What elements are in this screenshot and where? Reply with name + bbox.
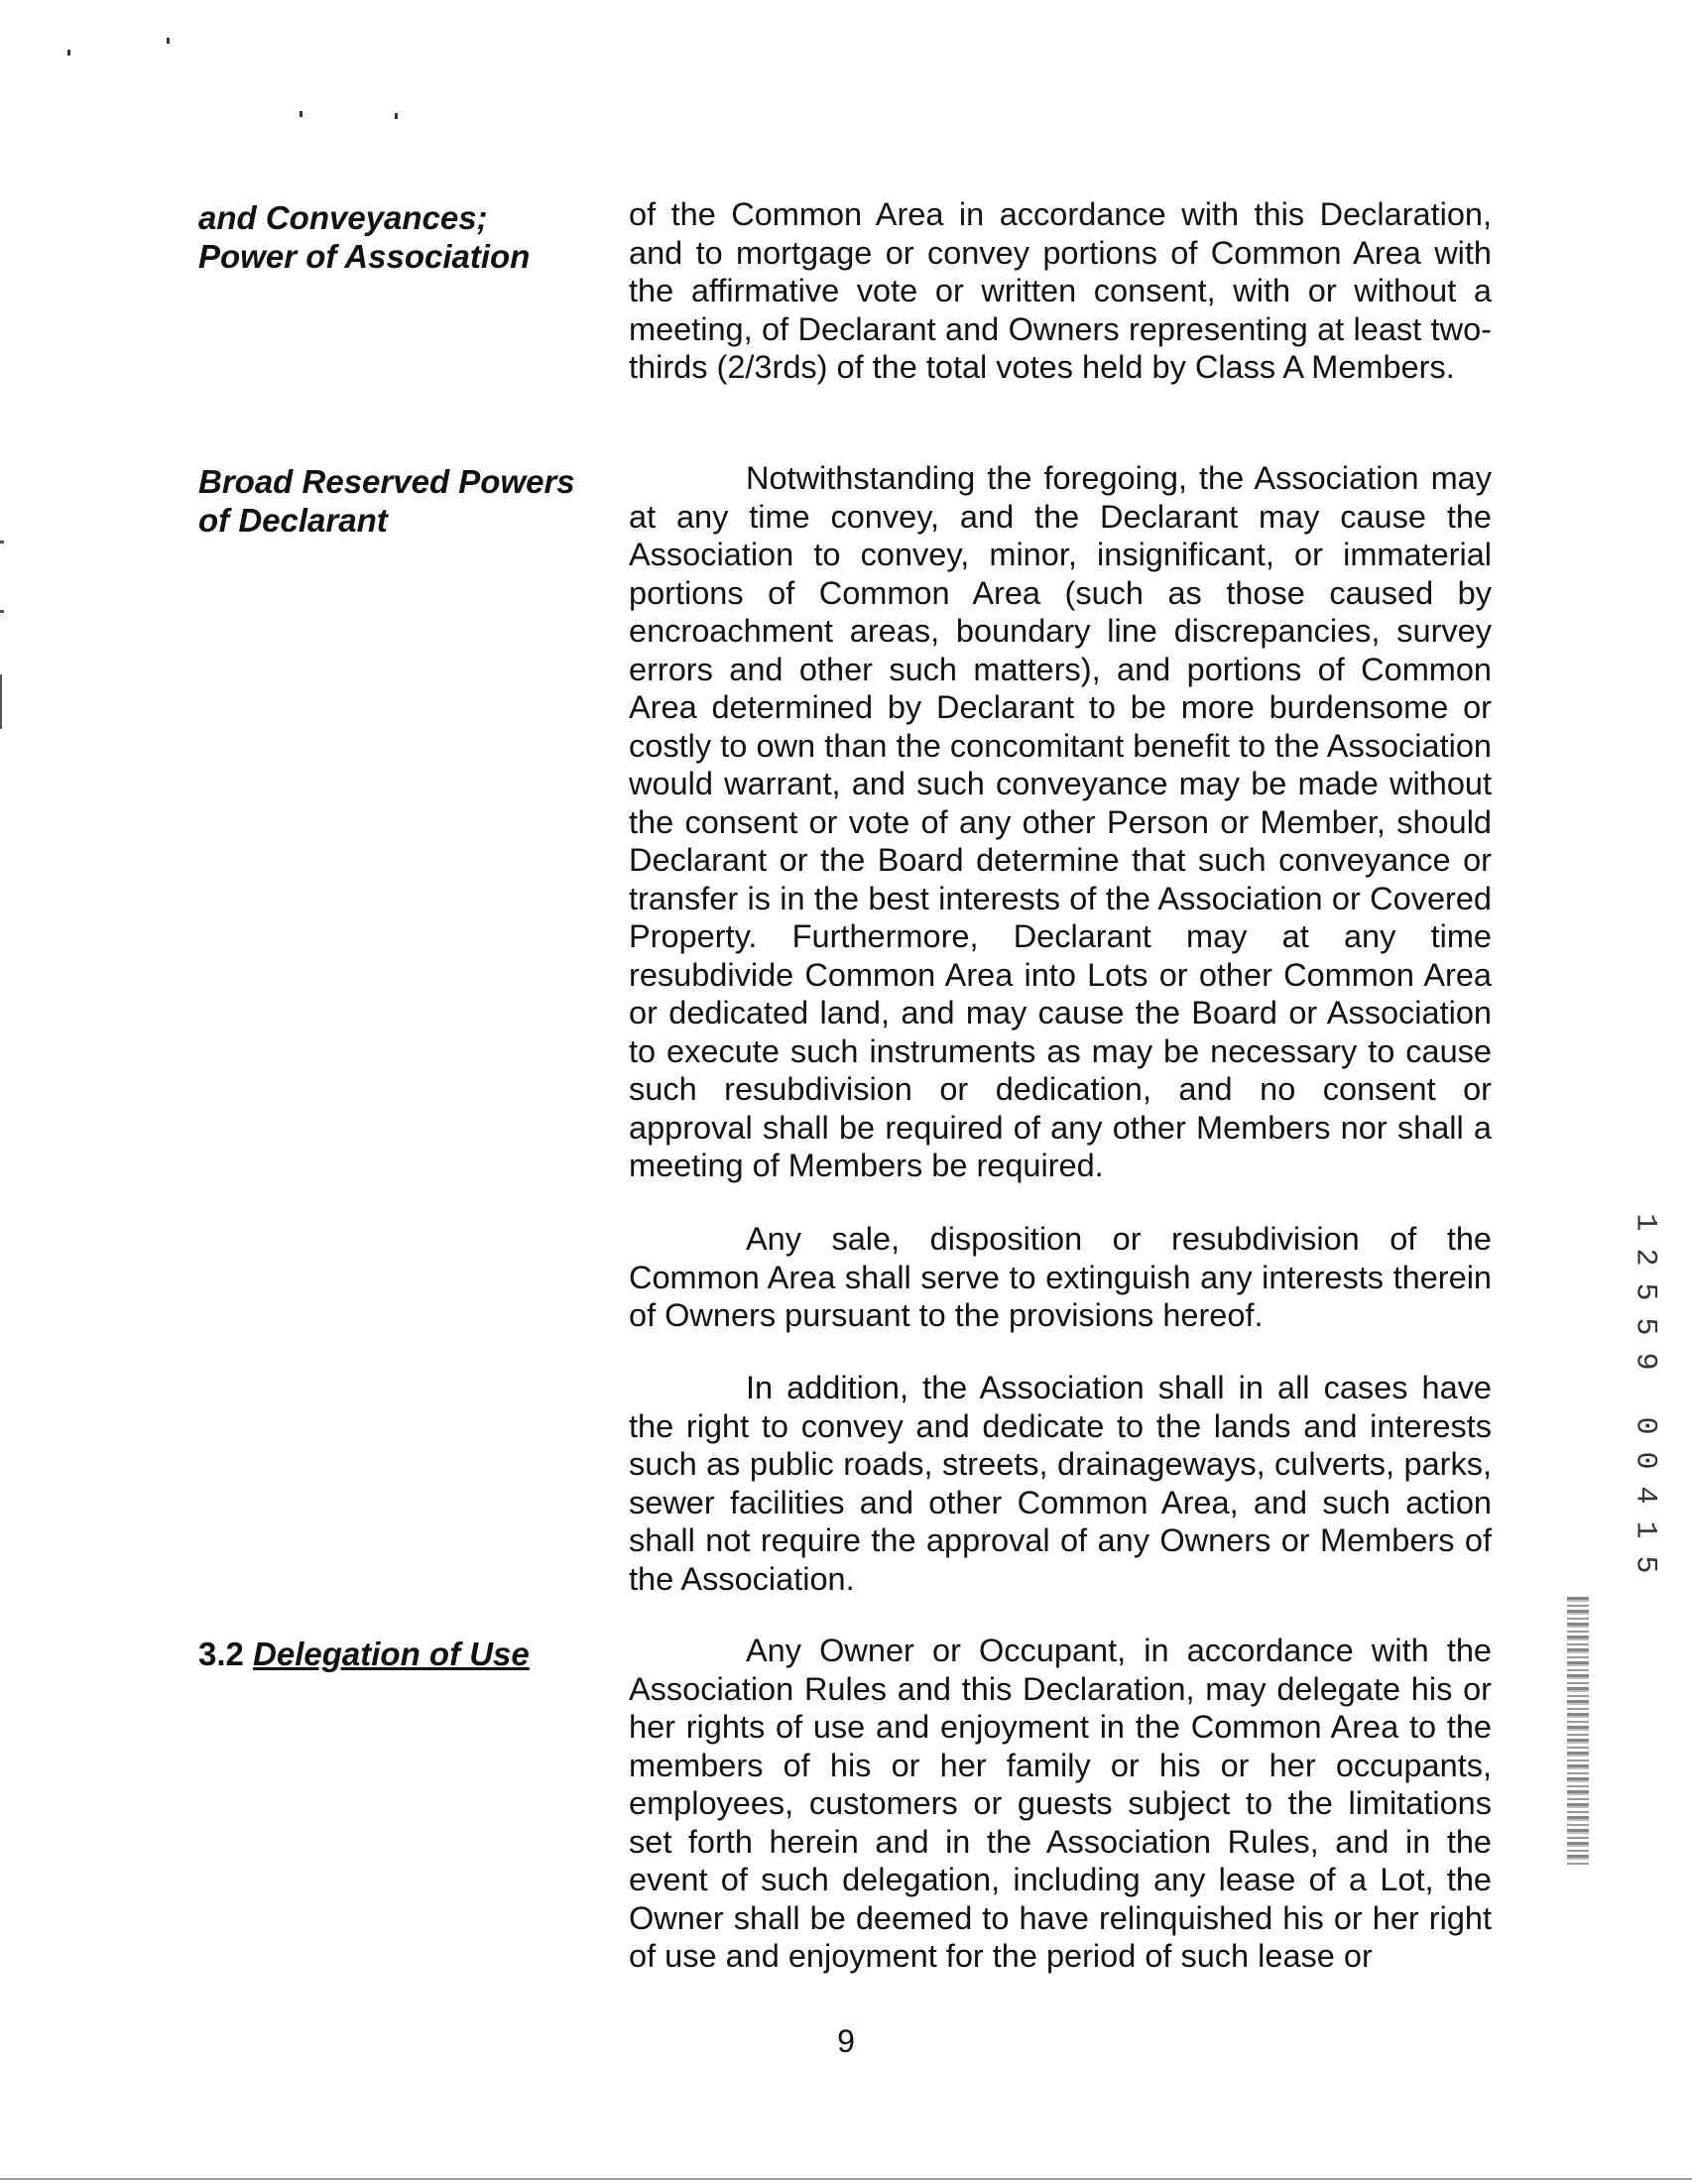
scan-speck	[167, 38, 170, 44]
bates-digit: 0	[1628, 1451, 1662, 1470]
body-paragraph: Any Owner or Occupant, in accordance with the Association Rules and this Declaration, may delegate his or her rights of use and enjoyment in the Common Area to the members of his or her family or his or her occupants, employees, customers or guests subject to the limitations set forth herein and in the Association Rules, and in the event of such delegation, including any lease of a Lot, the Owner shall be deemed to have relinquished his or her right of use and enjoyment for the period of such lease or	[629, 1633, 1492, 1974]
section-heading-broad-reserved-powers	[198, 462, 595, 540]
bates-gap	[1625, 1379, 1664, 1408]
scan-edge-mark	[0, 610, 4, 613]
scan-edge-mark	[0, 541, 4, 544]
section-heading-delegation-of-use	[198, 1635, 595, 1673]
bates-digit: 5	[1628, 1282, 1662, 1301]
section-body-conveyances	[629, 195, 1492, 387]
section-heading-conveyances	[198, 198, 595, 276]
scan-speck	[300, 111, 302, 117]
bates-number-stamp	[1625, 1205, 1664, 1582]
heading-line: Broad Reserved Powers	[198, 463, 575, 500]
section-body-delegation-of-use	[629, 1632, 1492, 1976]
scan-bottom-edge	[0, 2178, 1692, 2180]
section-body-broad-reserved-powers	[629, 459, 1492, 1185]
bates-digit: 0	[1628, 1416, 1662, 1435]
heading-line: of Declarant	[198, 502, 388, 539]
body-paragraph: of the Common Area in accordance with this Declaration, and to mortgage or convey portions of Common Area with the affirmative vote or written consent, with or without a meeting, of Declarant and Owners representing at least two-thirds (2/3rds) of the total votes held by Class A Members.	[629, 196, 1492, 385]
bates-digit: 5	[1628, 1555, 1662, 1574]
scan-speck	[67, 50, 70, 56]
bates-digit: 1	[1628, 1213, 1662, 1232]
body-paragraph: Any sale, disposition or resubdivision of the Common Area shall serve to extinguish any interests therein of Owners pursuant to the provisions hereof.	[629, 1221, 1492, 1333]
section-title: Delegation of Use	[253, 1636, 530, 1672]
bates-digit: 5	[1628, 1317, 1662, 1336]
bates-digit: 1	[1628, 1520, 1662, 1539]
recorder-stamp-mark	[1567, 1597, 1589, 1865]
scan-speck	[395, 113, 398, 119]
section-body-in-addition	[629, 1369, 1492, 1598]
page-number: 9	[837, 2023, 855, 2059]
bates-digit: 4	[1628, 1486, 1662, 1505]
body-paragraph: Notwithstanding the foregoing, the Association may at any time convey, and the Declarant may cause the Association to convey, minor, insignificant, or immaterial portions of Common Area (such as those caused by encroachment areas, boundary line discrepancies, survey errors and other such matters), and portions of Common Area determined by Declarant to be more burdensome or costly to own than the concomitant benefit to the Association would warrant, and such conveyance may be made without the consent or vote of any other Person or Member, should Declarant or the Board determine that such conveyance or transfer is in the best interests of the Association or Covered Property. Furthermore, Declarant may at any time resubdivide Common Area into Lots or other Common Area or dedicated land, and may cause the Board or Association to execute such instruments as may be necessary to cause such resubdivision or dedication, and no consent or approval shall be required of any other Members nor shall a meeting of Members be required.	[629, 460, 1492, 1183]
section-body-sale-disposition	[629, 1220, 1492, 1335]
bates-digit: 2	[1628, 1248, 1662, 1267]
section-number: 3.2	[198, 1636, 244, 1672]
body-paragraph: In addition, the Association shall in all cases have the right to convey and dedicate to the lands and interests such as public roads, streets, drainageways, culverts, parks, sewer facilities and other Common Area, and such action shall not require the approval of any Owners or Members of the Association.	[629, 1370, 1492, 1597]
heading-line: and Conveyances;	[198, 199, 488, 236]
heading-line: Power of Association	[198, 238, 531, 275]
bates-digit: 9	[1628, 1352, 1662, 1371]
scan-edge-mark	[0, 674, 2, 729]
